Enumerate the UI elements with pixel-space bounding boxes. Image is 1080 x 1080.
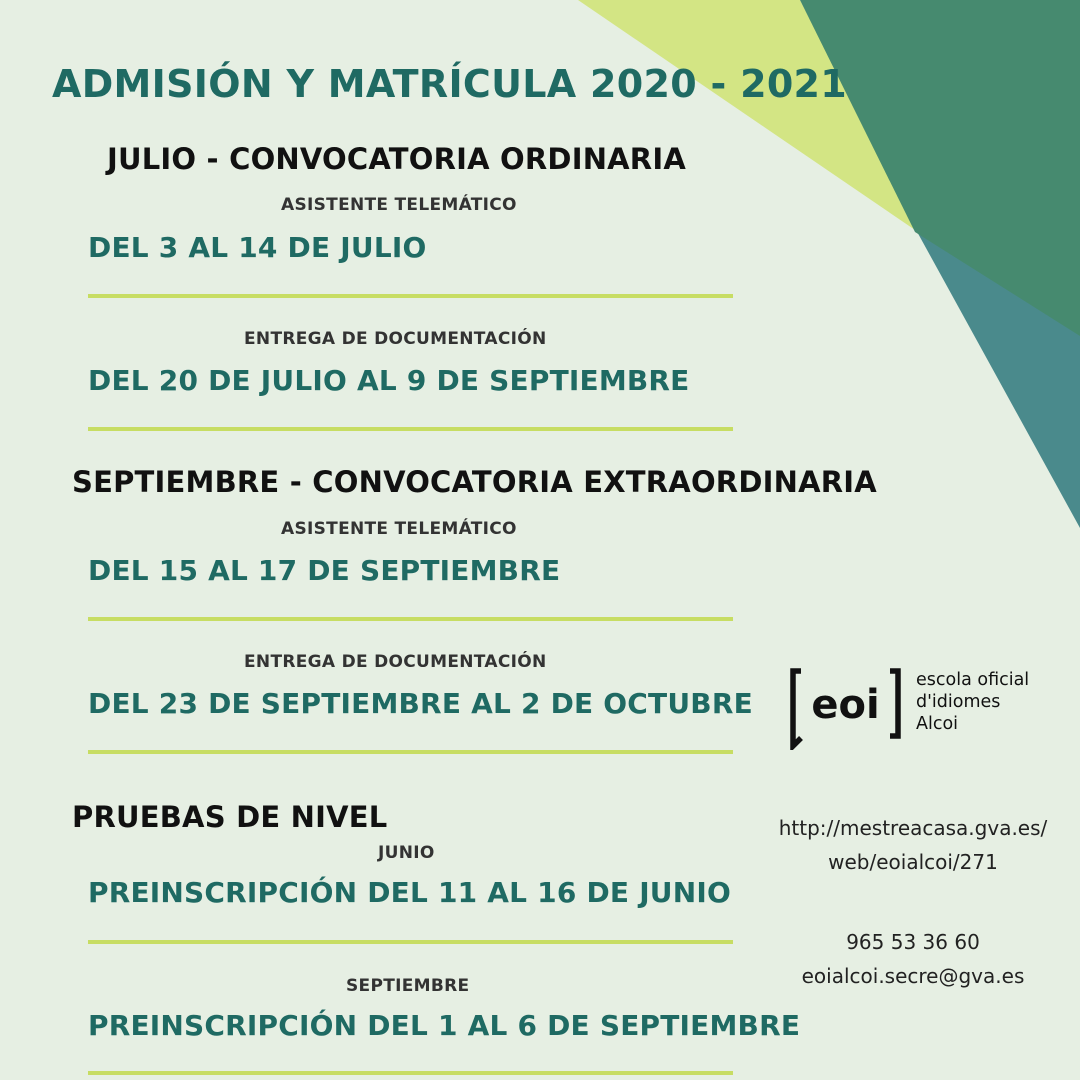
divider-line <box>88 940 733 944</box>
divider-line <box>88 1071 733 1075</box>
entrega-label-julio: ENTREGA DE DOCUMENTACIÓN <box>244 329 547 349</box>
asistente-dates-septiembre: DEL 15 AL 17 DE SEPTIEMBRE <box>88 554 561 587</box>
septiembre-dates: PREINSCRIPCIÓN DEL 1 AL 6 DE SEPTIEMBRE <box>88 1009 801 1042</box>
asistente-label-julio: ASISTENTE TELEMÁTICO <box>281 195 517 215</box>
junio-label: JUNIO <box>378 843 435 863</box>
logo-line1: escola oficial <box>916 670 1030 690</box>
septiembre-label: SEPTIEMBRE <box>346 976 470 996</box>
asistente-dates-julio: DEL 3 AL 14 DE JULIO <box>88 231 427 264</box>
asistente-label-septiembre: ASISTENTE TELEMÁTICO <box>281 519 517 539</box>
eoi-bracket-mark <box>790 668 910 750</box>
website-line1: http://mestreacasa.gva.es/ <box>778 816 1048 840</box>
section-heading-pruebas: PRUEBAS DE NIVEL <box>72 800 388 834</box>
section-heading-septiembre: SEPTIEMBRE - CONVOCATORIA EXTRAORDINARIA <box>72 465 877 499</box>
website-line2: web/eoialcoi/271 <box>828 850 998 874</box>
logo-line2: d'idiomes <box>916 692 1001 712</box>
divider-line <box>88 750 733 754</box>
page-title: ADMISIÓN Y MATRÍCULA 2020 - 2021 <box>52 62 848 106</box>
entrega-label-septiembre: ENTREGA DE DOCUMENTACIÓN <box>244 652 547 672</box>
junio-dates: PREINSCRIPCIÓN DEL 11 AL 16 DE JUNIO <box>88 876 731 909</box>
email-address: eoialcoi.secre@gva.es <box>801 964 1025 988</box>
divider-line <box>88 294 733 298</box>
logo-line3: Alcoi <box>916 714 959 734</box>
phone-number: 965 53 36 60 <box>846 930 980 954</box>
divider-line <box>88 427 733 431</box>
section-heading-julio: JULIO - CONVOCATORIA ORDINARIA <box>107 142 686 176</box>
divider-line <box>88 617 733 621</box>
entrega-dates-septiembre: DEL 23 DE SEPTIEMBRE AL 2 DE OCTUBRE <box>88 687 753 720</box>
entrega-dates-julio: DEL 20 DE JULIO AL 9 DE SEPTIEMBRE <box>88 364 690 397</box>
eoi-logo <box>790 668 1060 750</box>
eoi-mark-text: eoi <box>811 682 880 728</box>
